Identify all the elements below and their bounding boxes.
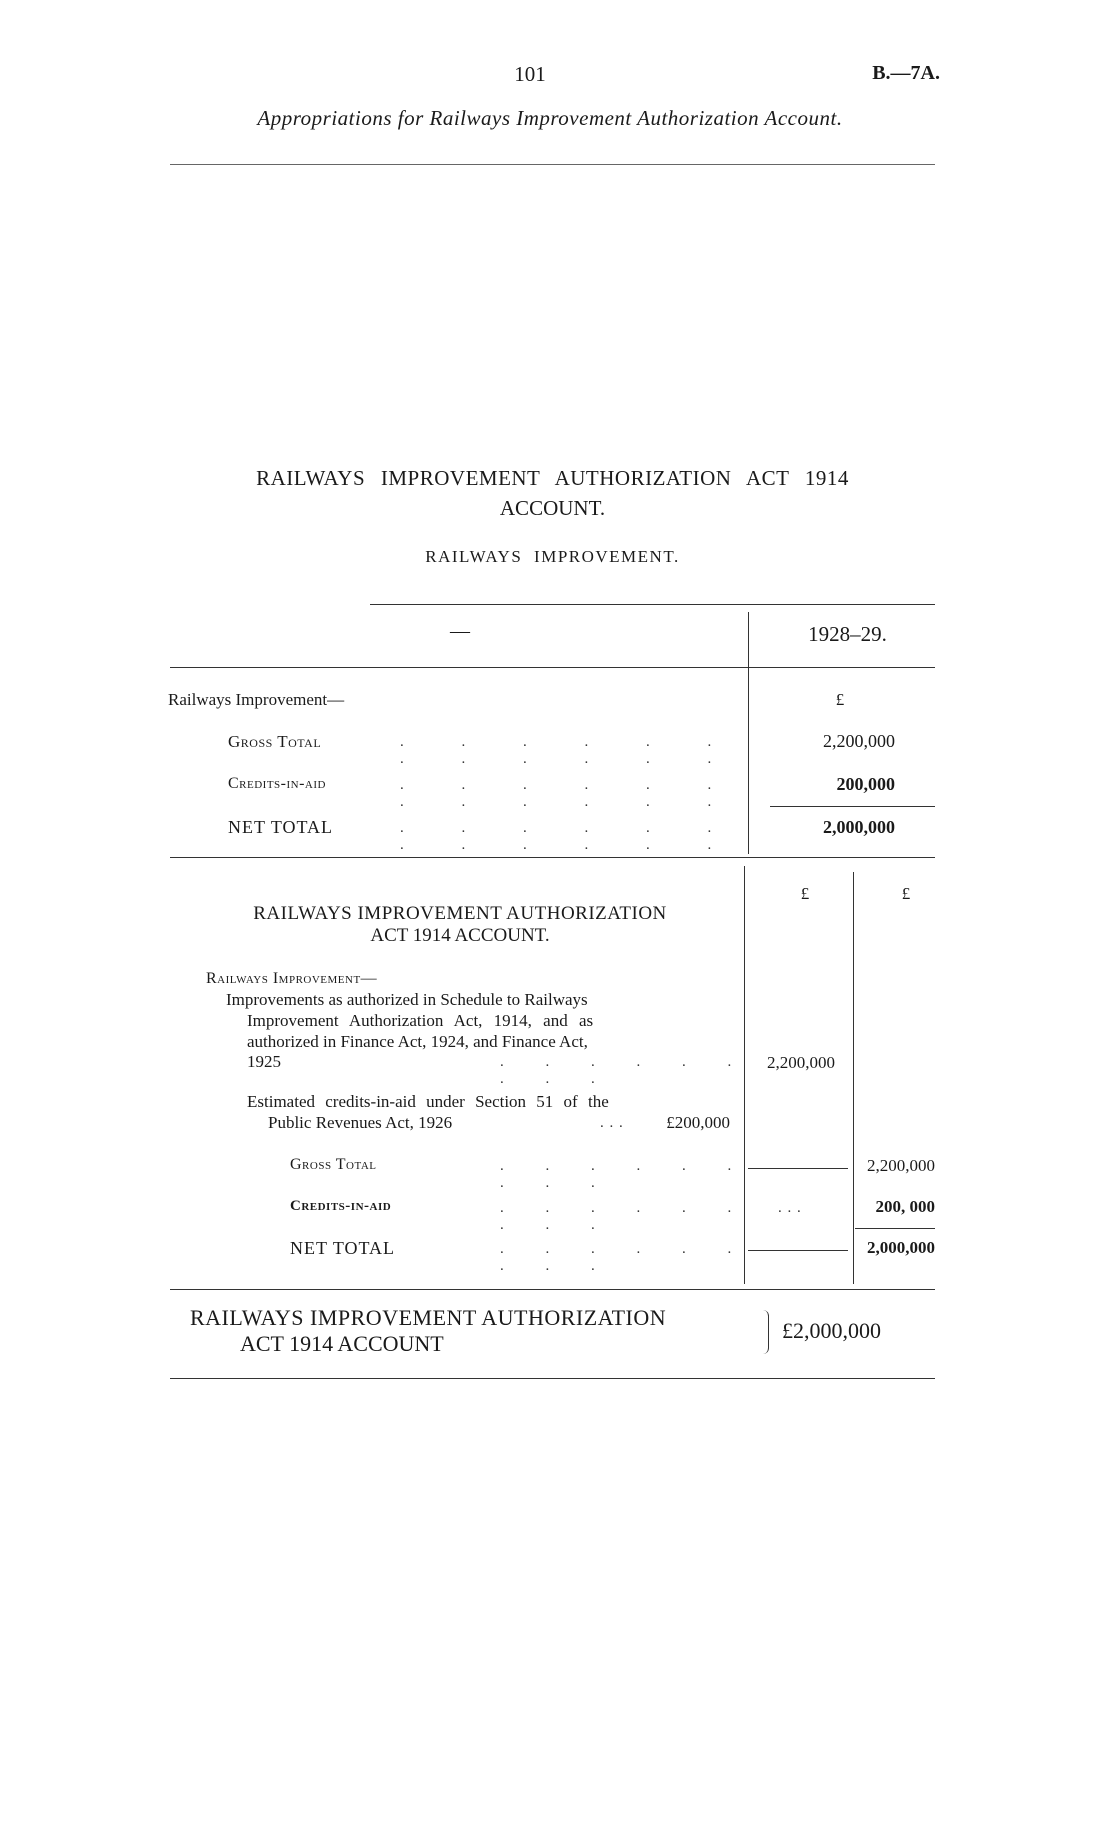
summary-net-leader: . . . . . . . . . . . . (400, 820, 713, 853)
footer-bottom-rule (170, 1378, 935, 1379)
detail-title-line2: ACT 1914 ACCOUNT. (370, 925, 550, 946)
summary-column-divider (748, 612, 749, 854)
summary-credits-value: 200,000 (836, 774, 895, 794)
summary-top-rule (370, 604, 935, 605)
detail-description-line2: Improvement Authorization Act, 1914, and as (247, 1011, 594, 1030)
summary-gross-value: 2,200,000 (823, 731, 895, 751)
detail-credits-line1: Estimated credits-in-aid under Section 51 of the (247, 1092, 609, 1111)
summary-header-rule (170, 667, 935, 668)
detail-title-line1: RAILWAYS IMPROVEMENT AUTHORIZATION (253, 903, 667, 924)
detail-description-line3: authorized in Finance Act, 1924, and Finance Act, (247, 1032, 588, 1051)
detail-credits-label: Credits-in-aid (290, 1198, 392, 1214)
detail-description-leader: . . . . . . . . . (500, 1054, 733, 1087)
summary-bottom-rule (170, 857, 935, 858)
detail-currency-col2: £ (901, 884, 911, 903)
summary-section-label: Railways Improvement— (168, 690, 345, 709)
detail-gross-leader: . . . . . . . . . (500, 1158, 733, 1191)
detail-net-value: 2,000,000 (867, 1238, 935, 1257)
summary-year-header: 1928–29. (808, 622, 887, 646)
detail-credits-col1-leader: . . . (778, 1200, 802, 1216)
summary-net-label: NET TOTAL (228, 817, 334, 837)
detail-net-leader: . . . . . . . . . (500, 1241, 733, 1274)
detail-credits-estimate: £200,000 (666, 1113, 730, 1132)
detail-credits-total-leader: . . . . . . . . . (500, 1200, 733, 1233)
detail-gross-col1-rule (748, 1168, 848, 1169)
summary-gross-leader: . . . . . . . . . . . . (400, 734, 713, 767)
running-title: Appropriations for Railways Improvement Authorization Account. (257, 106, 843, 130)
detail-bottom-rule (170, 1289, 935, 1290)
summary-header-dash: — (450, 620, 470, 642)
detail-gross-label: Gross Total (290, 1156, 377, 1173)
footer-brace (760, 1310, 769, 1354)
detail-description-line4: 1925 (247, 1052, 281, 1071)
footer-total-amount: £2,000,000 (782, 1318, 881, 1343)
detail-gross-value: 2,200,000 (867, 1156, 935, 1175)
detail-credits-leader: . . . (600, 1115, 624, 1131)
detail-section-label: Railways Improvement— (206, 970, 378, 987)
summary-credits-underline (770, 806, 935, 807)
summary-currency: £ (835, 690, 845, 709)
detail-net-col1-rule (748, 1250, 848, 1251)
detail-net-label: NET TOTAL (290, 1238, 396, 1258)
main-title-line2: ACCOUNT. (499, 496, 606, 520)
detail-currency-col1: £ (800, 884, 810, 903)
main-title-line1: RAILWAYS IMPROVEMENT AUTHORIZATION ACT 1914 (256, 466, 849, 490)
summary-gross-label: Gross Total (228, 732, 322, 751)
summary-credits-leader: . . . . . . . . . . . . (400, 777, 713, 810)
detail-credits-underline (855, 1228, 935, 1229)
main-subtitle: RAILWAYS IMPROVEMENT. (425, 547, 680, 566)
header-rule (170, 164, 935, 165)
detail-column-divider-2 (853, 872, 854, 1284)
footer-title-line2: ACT 1914 ACCOUNT (240, 1331, 444, 1356)
footer-title-line1: RAILWAYS IMPROVEMENT AUTHORIZATION (190, 1305, 667, 1330)
detail-credits-line2: Public Revenues Act, 1926 (268, 1113, 453, 1132)
detail-description-line1: Improvements as authorized in Schedule to Railways (226, 990, 588, 1009)
page-number: 101 (514, 62, 546, 86)
detail-column-divider-1 (744, 866, 745, 1284)
summary-net-value: 2,000,000 (823, 817, 895, 837)
detail-credits-total-value: 200, 000 (875, 1197, 935, 1216)
document-reference: B.—7A. (872, 62, 940, 84)
detail-description-value: 2,200,000 (767, 1053, 835, 1072)
summary-credits-label: Credits-in-aid (228, 775, 326, 792)
